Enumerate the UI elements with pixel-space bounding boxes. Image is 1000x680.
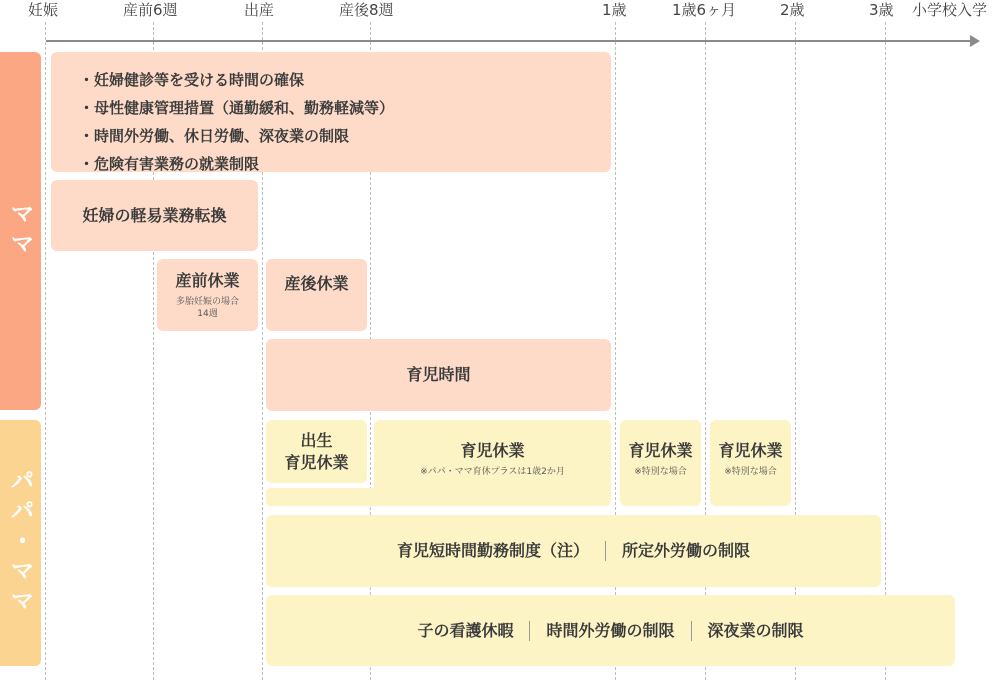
- nursing-leave-label: 子の看護休暇: [417, 620, 514, 640]
- overtime-limit-label: 所定外労働の制限: [622, 541, 751, 560]
- tick-age-2: 2歳: [780, 1, 805, 19]
- night-work-limit-label: 深夜業の制限: [707, 620, 804, 640]
- light-work-transfer-label: 妊婦の軽易業務転換: [82, 205, 227, 225]
- childcare-leave-title: 育児休業: [460, 441, 525, 460]
- childcare-leave-ext1-note: ※特別な場合: [634, 467, 687, 477]
- separator: [691, 621, 692, 641]
- guide-line: [885, 22, 886, 680]
- list-item: ・ 母性健康管理措置（通勤緩和、勤務軽減等）: [79, 94, 394, 122]
- short-time-work-label: 育児短時間勤務制度（注）: [396, 541, 589, 560]
- tick-age-1-6m: 1歳6ヶ月: [672, 1, 737, 19]
- separator: [529, 621, 530, 641]
- tick-pregnancy: 妊娠: [28, 1, 59, 19]
- light-work-transfer-box: [51, 180, 258, 251]
- prenatal-leave-note-2: 14週: [197, 309, 218, 319]
- tick-age-1: 1歳: [602, 1, 627, 19]
- childcare-leave-connector: [266, 488, 386, 506]
- tick-postnatal-8w: 産後8週: [339, 1, 394, 19]
- birth-childcare-leave-box: [266, 420, 367, 483]
- prenatal-leave-note: [176, 296, 239, 320]
- tick-birth: 出産: [244, 1, 275, 19]
- birth-childcare-leave-line1: 出生: [300, 430, 333, 450]
- overtime-work-limit-label: 時間外労働の制限: [546, 620, 675, 640]
- prenatal-leave-note-1: 多胎妊娠の場合: [175, 297, 239, 307]
- birth-childcare-leave-line2: 育児休業: [284, 452, 349, 472]
- postnatal-leave-label: 産後休業: [284, 274, 349, 293]
- timeline-arrow-icon: [970, 35, 980, 47]
- tick-prenatal-6w: 産前6週: [123, 1, 178, 19]
- band-papa-mama-label: パパ・ママ: [6, 468, 34, 618]
- childcare-leave-ext2-title: 育児休業: [718, 441, 783, 460]
- list-item: ・ 時間外労働、休日労働、深夜業の制限: [79, 122, 349, 150]
- guide-line: [45, 22, 46, 680]
- childcare-time-box: [266, 339, 611, 411]
- childcare-time-label: 育児時間: [406, 365, 471, 384]
- short-time-work-box: [266, 515, 881, 587]
- postnatal-leave-box: [266, 259, 367, 331]
- list-item: ・ 妊婦健診等を受ける時間の確保: [79, 66, 304, 94]
- childcare-leave-note: ※パパ・ママ育休プラスは1歳2か月: [420, 467, 565, 477]
- timeline-axis: [46, 40, 976, 42]
- childcare-leave-ext1-title: 育児休業: [628, 441, 693, 460]
- prenatal-leave-box: [157, 259, 258, 331]
- separator: [605, 541, 606, 561]
- prenatal-leave-title: 産前休業: [175, 271, 240, 290]
- band-mama: [0, 52, 41, 410]
- childcare-leave-ext1-box: [620, 420, 701, 506]
- tick-age-3: 3歳: [869, 1, 894, 19]
- band-mama-label: ママ: [6, 201, 34, 261]
- nursing-leave-box: [266, 595, 955, 666]
- mama-measures-box: [51, 52, 611, 172]
- childcare-leave-box: [374, 420, 611, 506]
- childcare-leave-ext2-note: ※特別な場合: [724, 467, 777, 477]
- band-papa-mama: [0, 420, 41, 666]
- list-item: ・ 危険有害業務の就業制限: [79, 150, 259, 178]
- tick-school-entry: 小学校入学: [912, 1, 988, 19]
- childcare-leave-ext2-box: [710, 420, 791, 506]
